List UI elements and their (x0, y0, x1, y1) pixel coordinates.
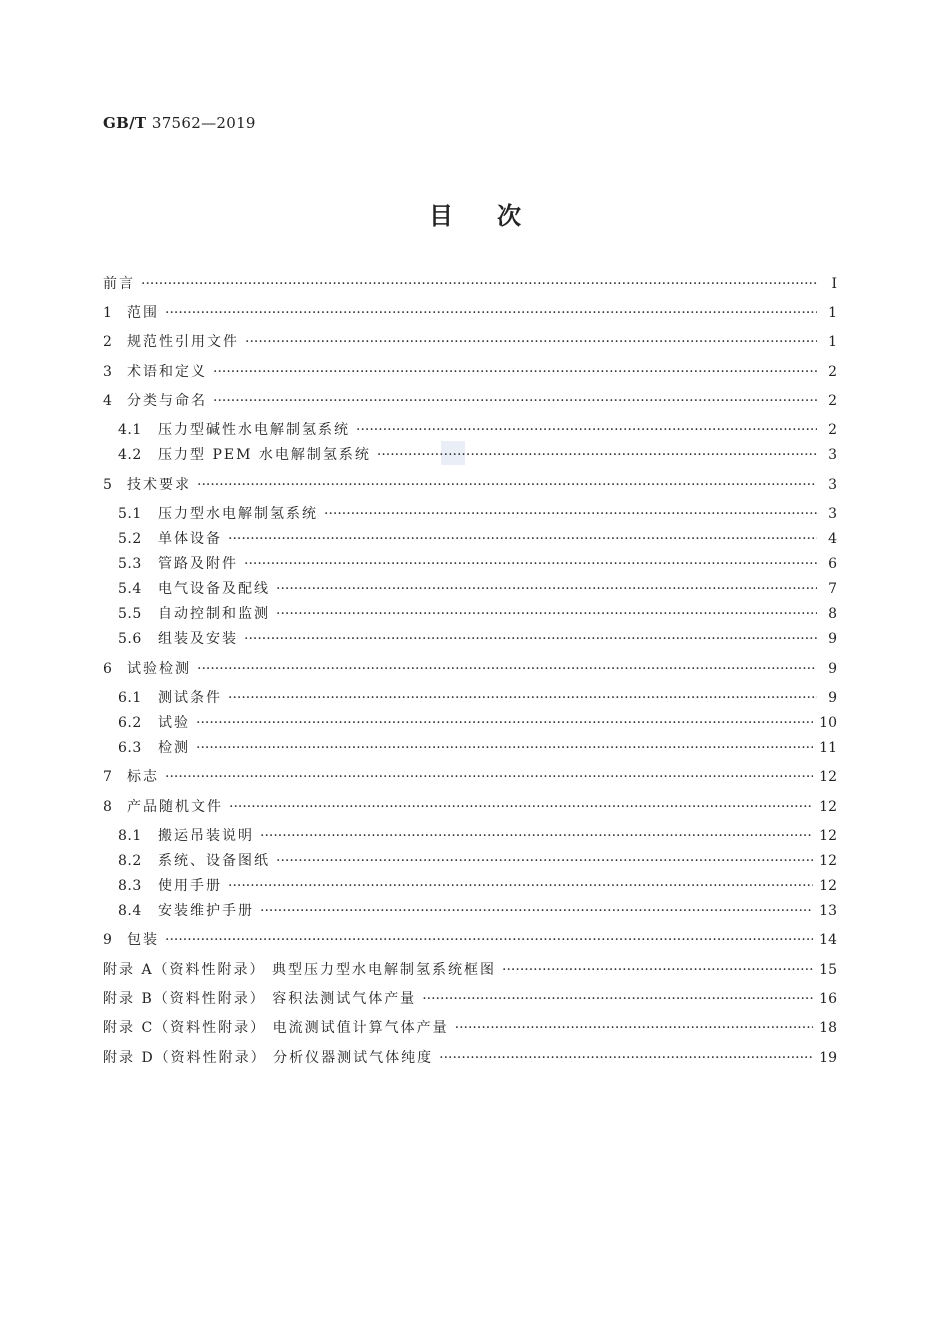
toc-leader (324, 502, 817, 526)
toc-entry-number: 8 (103, 799, 113, 815)
toc-entry-number: 2 (103, 334, 113, 350)
toc-entry-7[interactable] (103, 765, 837, 789)
toc-entry-page: 15 (819, 962, 837, 978)
toc-entry-label: 术语和定义 (127, 364, 207, 380)
toc-entry-label: 搬运吊装说明 (158, 828, 254, 844)
toc-entry-label: 包装 (127, 932, 159, 948)
toc-entry-number: 7 (103, 769, 113, 785)
toc-leader (439, 1046, 813, 1070)
standard-code-number: 37562—2019 (151, 114, 256, 132)
toc-leader (244, 627, 817, 651)
toc-entry-label: 单体设备 (158, 531, 222, 547)
toc-entry-label: 管路及附件 (158, 556, 238, 572)
toc-entry-page: 16 (819, 991, 837, 1007)
toc-entry-page: 2 (828, 422, 837, 438)
toc-entry-page: 4 (828, 531, 837, 547)
toc-entry-page: 12 (819, 799, 837, 815)
toc-entry-page: 6 (828, 556, 837, 572)
standard-code (103, 114, 256, 132)
toc-entry-appendix-d[interactable] (103, 1046, 837, 1070)
toc-entry-page: 1 (828, 334, 837, 350)
toc-entry-appendix-b[interactable] (103, 987, 837, 1011)
toc-leader (165, 928, 813, 952)
toc-entry-4-2[interactable] (118, 443, 837, 467)
toc-entry-label: 试验检测 (127, 661, 191, 677)
toc-entry-number: 8.3 (118, 878, 142, 894)
title-char-2: 次 (497, 201, 521, 230)
toc-entry-6-2[interactable] (118, 711, 837, 735)
toc-entry-number: 5.4 (118, 581, 142, 597)
toc-entry-number: 6.1 (118, 690, 142, 706)
toc-leader (260, 824, 813, 848)
toc-entry-number: 5.5 (118, 606, 142, 622)
toc-entry-label: 检测 (158, 740, 190, 756)
toc-entry-number: 4.1 (118, 422, 142, 438)
toc-entry-2[interactable] (103, 330, 837, 354)
toc-entry-8-3[interactable] (118, 874, 837, 898)
toc-entry-label: 规范性引用文件 (127, 334, 239, 350)
toc-entry-number: 4.2 (118, 447, 142, 463)
toc-entry-page: 7 (828, 581, 837, 597)
toc-entry-number: 5.3 (118, 556, 142, 572)
toc-entry-label: 附录 D（资料性附录） 分析仪器测试气体纯度 (103, 1050, 434, 1066)
page-title (0, 196, 950, 231)
toc-leader (228, 527, 817, 551)
toc-leader (196, 711, 813, 735)
toc-entry-number: 6.3 (118, 740, 142, 756)
toc-entry-label: 范围 (127, 305, 159, 321)
toc-entry-page: 2 (828, 393, 837, 409)
toc-leader (260, 899, 813, 923)
toc-entry-page: 14 (819, 932, 837, 948)
toc-entry-8[interactable] (103, 795, 837, 819)
toc-entry-label: 附录 C（资料性附录） 电流测试值计算气体产量 (103, 1020, 449, 1036)
toc-leader (213, 389, 817, 413)
toc-entry-5[interactable] (103, 473, 837, 497)
toc-entry-page: 2 (828, 364, 837, 380)
toc-entry-page: 10 (819, 715, 837, 731)
toc-entry-5-2[interactable] (118, 527, 837, 551)
toc-entry-5-1[interactable] (118, 502, 837, 526)
toc-entry-number: 6 (103, 661, 113, 677)
toc-leader (377, 443, 817, 467)
toc-entry-page: 12 (819, 769, 837, 785)
toc-entry-preface[interactable] (103, 272, 837, 296)
toc-entry-3[interactable] (103, 360, 837, 384)
toc-entry-label: 前言 (103, 276, 135, 292)
toc-entry-page: 1 (828, 305, 837, 321)
toc-entry-8-4[interactable] (118, 899, 837, 923)
toc-entry-number: 8.1 (118, 828, 142, 844)
toc-entry-label: 技术要求 (127, 477, 191, 493)
toc-entry-label: 标志 (127, 769, 159, 785)
toc-leader (228, 874, 813, 898)
toc-leader (197, 473, 817, 497)
toc-entry-label: 组装及安装 (158, 631, 238, 647)
toc-entry-8-2[interactable] (118, 849, 837, 873)
toc-entry-label: 产品随机文件 (127, 799, 223, 815)
toc-entry-page: 8 (828, 606, 837, 622)
toc-entry-label: 系统、设备图纸 (158, 853, 270, 869)
toc-entry-page: 19 (819, 1050, 837, 1066)
toc-entry-9[interactable] (103, 928, 837, 952)
toc-entry-page: 9 (828, 690, 837, 706)
toc-leader (356, 418, 817, 442)
toc-leader (228, 686, 817, 710)
toc-entry-label: 压力型碱性水电解制氢系统 (158, 422, 350, 438)
toc-leader (245, 330, 817, 354)
toc-entry-label: 附录 B（资料性附录） 容积法测试气体产量 (103, 991, 417, 1007)
toc-entry-page: 12 (819, 853, 837, 869)
toc-entry-page: 18 (819, 1020, 837, 1036)
toc-entry-5-5[interactable] (118, 602, 837, 626)
toc-entry-8-1[interactable] (118, 824, 837, 848)
toc-leader (276, 602, 817, 626)
toc-entry-label: 压力型 PEM 水电解制氢系统 (158, 447, 371, 463)
toc-entry-5-3[interactable] (118, 552, 837, 576)
toc-entry-4[interactable] (103, 389, 837, 413)
toc-entry-page: 3 (828, 506, 837, 522)
toc-leader (165, 765, 813, 789)
toc-entry-page: 12 (819, 828, 837, 844)
toc-entry-5-4[interactable] (118, 577, 837, 601)
toc-entry-page: 3 (828, 447, 837, 463)
toc-entry-6-3[interactable] (118, 736, 837, 760)
toc-entry-5-6[interactable] (118, 627, 837, 651)
toc-entry-page: 9 (828, 661, 837, 677)
toc-leader (229, 795, 813, 819)
standard-code-prefix: GB/T (103, 114, 147, 132)
toc-entry-label: 使用手册 (158, 878, 222, 894)
toc-leader (502, 958, 813, 982)
toc-entry-number: 9 (103, 932, 113, 948)
toc-entry-page: 9 (828, 631, 837, 647)
toc-entry-6-1[interactable] (118, 686, 837, 710)
toc-entry-page: 12 (819, 878, 837, 894)
toc-entry-page: 13 (819, 903, 837, 919)
toc-entry-label: 安装维护手册 (158, 903, 254, 919)
toc-leader (141, 272, 817, 296)
toc-entry-number: 8.2 (118, 853, 142, 869)
toc-entry-number: 5.1 (118, 506, 142, 522)
toc-leader (276, 849, 813, 873)
toc-leader (165, 301, 817, 325)
toc-entry-1[interactable] (103, 301, 837, 325)
toc-entry-appendix-c[interactable] (103, 1016, 837, 1040)
toc-entry-number: 5.6 (118, 631, 142, 647)
toc-entry-number: 6.2 (118, 715, 142, 731)
toc-leader (213, 360, 817, 384)
toc-entry-number: 8.4 (118, 903, 142, 919)
toc-entry-label: 测试条件 (158, 690, 222, 706)
toc-entry-6[interactable] (103, 657, 837, 681)
toc-leader (244, 552, 817, 576)
toc-entry-appendix-a[interactable] (103, 958, 837, 982)
toc-entry-4-1[interactable] (118, 418, 837, 442)
toc-leader (422, 987, 813, 1011)
toc-entry-label: 试验 (158, 715, 190, 731)
toc-entry-number: 5 (103, 477, 113, 493)
toc-entry-number: 4 (103, 393, 113, 409)
toc-entry-number: 3 (103, 364, 113, 380)
toc-entry-page: 3 (828, 477, 837, 493)
toc-entry-label: 自动控制和监测 (158, 606, 270, 622)
toc-leader (455, 1016, 814, 1040)
toc-leader (276, 577, 817, 601)
toc-leader (196, 736, 813, 760)
toc-entry-page: Ⅰ (831, 276, 837, 292)
toc-leader (197, 657, 817, 681)
toc-entry-label: 分类与命名 (127, 393, 207, 409)
toc-entry-label: 附录 A（资料性附录） 典型压力型水电解制氢系统框图 (103, 962, 497, 978)
title-char-1: 目 (429, 201, 453, 230)
toc-entry-page: 11 (819, 740, 837, 756)
toc-entry-number: 1 (103, 305, 113, 321)
toc-entry-label: 压力型水电解制氢系统 (158, 506, 318, 522)
toc-entry-label: 电气设备及配线 (158, 581, 270, 597)
toc-entry-number: 5.2 (118, 531, 142, 547)
